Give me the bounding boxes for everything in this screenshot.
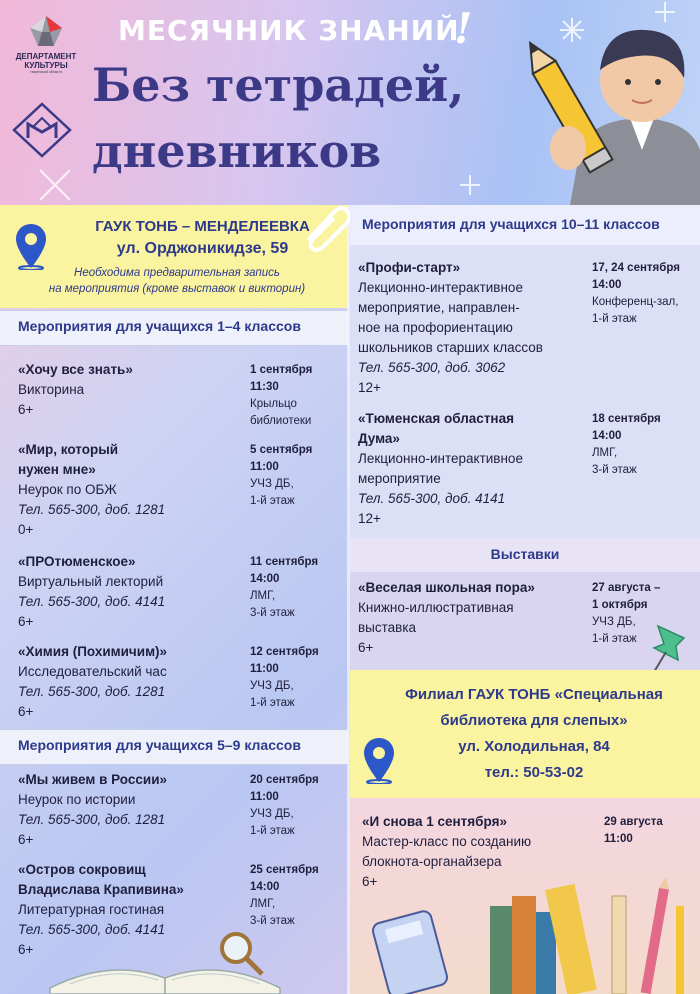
event-phone: Тел. 565-300, доб. 4141 [358,491,506,506]
event-description: Книжно-иллюстративная [358,600,514,615]
open-book-illustration [40,928,300,994]
event-item [18,770,243,850]
event-type: Неурок по ОБЖ [18,482,117,497]
event-time: 14:00 [250,573,280,585]
event-time: 14:00 [592,430,622,442]
event-phone: Тел. 565-300, доб. 4141 [18,922,166,937]
event-date: 12 сентября [250,646,319,658]
event-time: 11:00 [604,833,633,845]
department-logo [6,14,86,74]
event-item [358,258,586,398]
school-supplies-illustration [350,876,700,994]
event-schedule [250,862,319,930]
event-description: Лекционно-интерактивное [358,280,523,295]
event-place: Конференц-зал, [592,296,679,308]
event-type: Литературная гостиная [18,902,165,917]
event-date: 18 сентября [592,413,661,425]
filial-address: ул. Холодильная, 84 [458,738,610,755]
event-date: 5 сентября [250,444,313,456]
title-month-of-knowledge: МЕСЯЧНИК ЗНАНИЙ [118,14,460,47]
event-phone: Тел. 565-300, доб. 1281 [18,684,166,699]
event-schedule [604,814,663,848]
event-description: мероприятие [358,471,441,486]
event-age: 6+ [18,704,34,719]
event-type: Викторина [18,382,85,397]
event-date: 20 сентября [250,774,319,786]
event-title: «Веселая школьная пора» [358,580,535,595]
event-item [18,552,243,632]
event-place: УЧЗ ДБ, [250,478,294,490]
event-date: 17, 24 сентября [592,262,680,274]
event-phone: Тел. 565-300, доб. 3062 [358,360,506,375]
event-item [358,578,586,658]
logo-line1: ДЕПАРТАМЕНТ [15,52,77,61]
event-time: 11:00 [250,791,279,803]
event-age: 12+ [358,380,381,395]
event-place: 3-й этаж [592,464,637,476]
event-item [18,360,243,420]
event-place: 3-й этаж [250,607,295,619]
location-pin-icon [14,222,48,270]
filial-name-line2: библиотека для слепых» [440,712,628,729]
event-schedule [250,772,319,840]
event-schedule [250,644,319,712]
event-description: школьников старших классов [358,340,543,355]
event-date: 1 октября [592,599,648,611]
event-title: Владислава Крапивина» [18,882,184,897]
event-age: 12+ [358,511,381,526]
event-time: 11:00 [250,663,279,675]
location-pin-icon [362,736,396,784]
event-place: ЛМГ, [592,447,618,459]
section-5-9-title: Мероприятия для учащихся 5–9 классов [18,737,301,753]
event-phone: Тел. 565-300, доб. 4141 [18,594,166,609]
event-title: «Мир, который [18,442,119,457]
library-address: ул. Орджоникидзе, 59 [116,240,289,257]
event-place: ЛМГ, [250,898,276,910]
event-place: 1-й этаж [592,313,637,325]
title-line2: дневников [92,124,382,178]
event-schedule [250,442,312,510]
event-title: «Химия (Похимичим)» [18,644,168,659]
event-description: Лекционно-интерактивное [358,451,523,466]
event-place: библиотеки [250,415,312,427]
event-age: 6+ [18,614,34,629]
filial-name-line1: Филиал ГАУК ТОНБ «Специальная [405,686,663,703]
event-description: мероприятие, направлен- [358,300,520,315]
event-time: 14:00 [592,279,622,291]
event-age: 0+ [18,522,34,537]
event-date: 27 августа – [592,582,661,594]
event-description: ное на профориентацию [358,320,513,335]
exhibitions-title: Выставки [490,546,560,562]
event-title: «Остров сокровищ [18,862,146,877]
pushpin-icon [644,620,694,676]
event-time: 14:00 [250,881,280,893]
event-schedule [592,411,661,479]
event-age: 6+ [18,832,34,847]
event-type: Виртуальный лекторий [18,574,164,589]
event-phone: Тел. 565-300, доб. 1281 [18,812,166,827]
event-date: 25 сентября [250,864,319,876]
event-title: «ПРОтюменское» [18,554,136,569]
event-place: ЛМГ, [250,590,276,602]
registration-note-line2: на мероприятия (кроме выставок и викторин) [48,283,306,295]
library-emblem-icon [12,102,72,158]
registration-note [12,265,342,297]
event-age: 6+ [18,402,34,417]
event-item [18,642,243,722]
event-type: Неурок по истории [18,792,136,807]
title-exclamation: ! [454,4,473,53]
event-place: 1-й этаж [250,825,295,837]
event-age: 6+ [358,640,374,655]
event-time: 11:00 [250,461,279,473]
event-description: блокнота-органайзера [362,854,502,869]
event-title: «И снова 1 сентября» [362,814,507,829]
event-phone: Тел. 565-300, доб. 1281 [18,502,166,517]
section-10-11-title: Мероприятия для учащихся 10–11 классов [362,216,660,232]
column-divider [347,205,350,994]
event-place: 1-й этаж [250,495,295,507]
event-description: Мастер-класс по созданию [362,834,532,849]
paperclip-icon [300,200,352,252]
event-place: УЧЗ ДБ, [250,808,294,820]
event-place: Крыльцо [250,398,297,410]
event-schedule [592,260,680,328]
event-item [18,440,243,540]
event-age: 6+ [362,874,378,889]
event-date: 11 сентября [250,556,319,568]
event-title: нужен мне» [18,462,96,477]
event-title: Дума» [358,431,400,446]
event-title: «Профи-старт» [358,260,461,275]
event-title: «Хочу все знать» [18,362,133,377]
event-title: «Мы живем в России» [18,772,168,787]
logo-line2: КУЛЬТУРЫ [24,61,68,70]
event-age: 6+ [18,942,34,957]
filial-name [372,682,696,786]
title-line1: Без тетрадей, [92,58,465,112]
section-1-4-title: Мероприятия для учащихся 1–4 классов [18,318,301,334]
event-item [358,409,586,529]
boy-with-pencil-illustration [520,0,700,205]
event-title: «Тюменская областная [358,411,514,426]
event-place: 1-й этаж [250,697,295,709]
event-description: выставка [358,620,417,635]
event-schedule [250,554,318,622]
event-place: УЧЗ ДБ, [592,616,636,628]
event-time: 11:30 [250,381,279,393]
event-schedule [250,362,312,430]
event-date: 29 августа [604,816,663,828]
event-place: 1-й этаж [592,633,637,645]
filial-phone: тел.: 50-53-02 [484,764,584,781]
logo-subtitle: тюменской области [30,70,62,74]
event-place: 3-й этаж [250,915,295,927]
department-logo-icon [6,14,86,48]
event-date: 1 сентября [250,364,313,376]
event-type: Исследовательский час [18,664,167,679]
registration-note-line1: Необходима предварительная запись [74,267,280,279]
event-place: УЧЗ ДБ, [250,680,294,692]
library-name: ГАУК ТОНБ – МЕНДЕЛЕЕВКА [95,218,310,235]
